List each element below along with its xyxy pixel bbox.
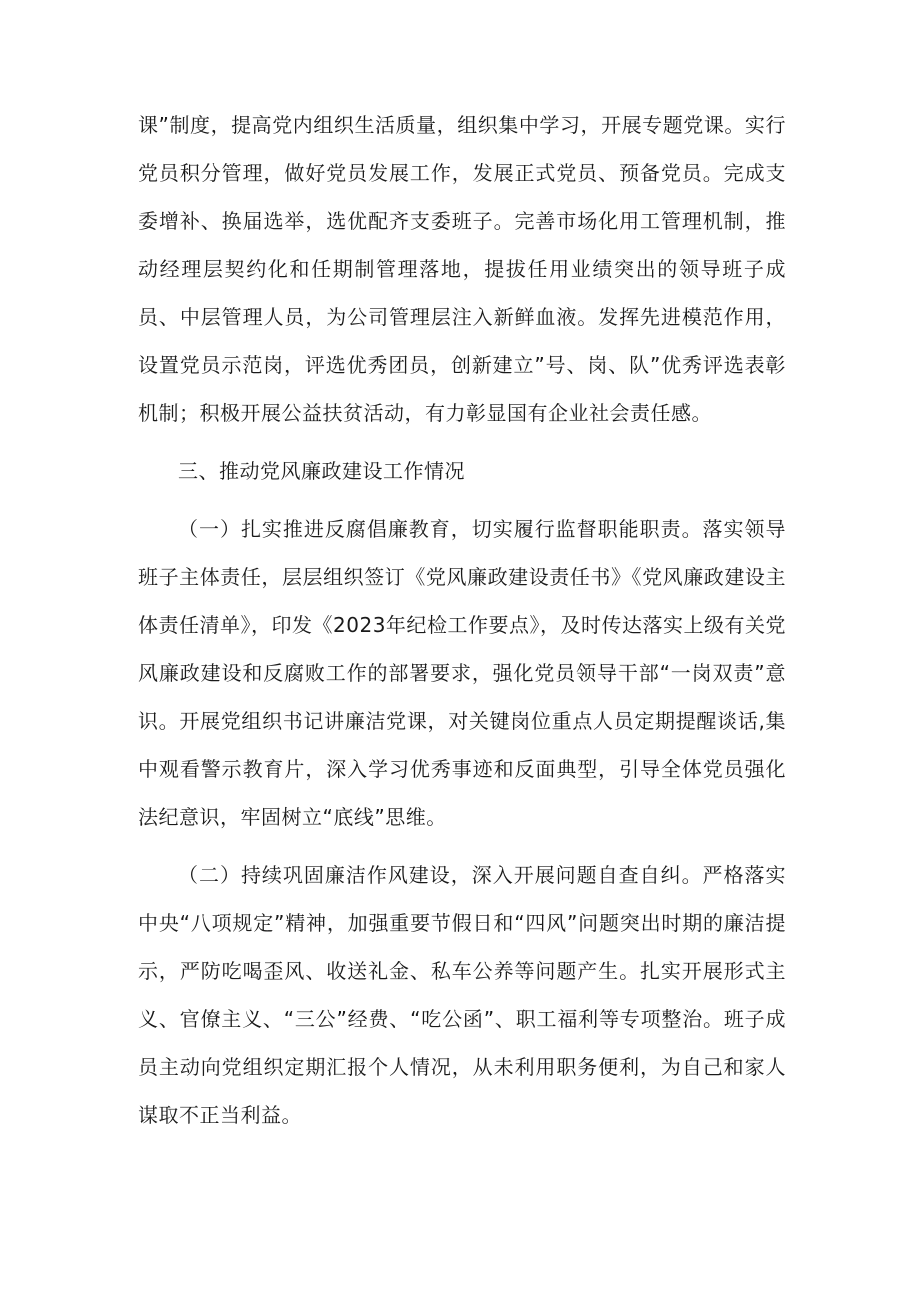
document-body bbox=[138, 101, 786, 1139]
paragraph-continuation: 课”制度，提高党内组织生活质量，组织集中学习，开展专题党课。实行党员积分管理，做好党员发展工作，发展正式党员、预备党员。完成支委增补、换届选举，选优配齐支委班子。完善市场化用工管理机制，推动经理层契约化和任期制管理落地，提拔任用业绩突出的领导班子成员、中层管理人员，为公司管理层注入新鲜血液。发挥先进模范作用，设置党员示范岗，评选优秀团员，创新建立”号、岗、队”优秀评选表彰机制；积极开展公益扶贫活动，有力彰显国有企业社会责任感。 bbox=[138, 113, 786, 425]
section-heading: 三、推动党风廉政建设工作情况 bbox=[178, 459, 465, 483]
paragraph-subsection-1: （一）扎实推进反腐倡廉教育，切实履行监督职能职责。落实领导班子主体责任，层层组织签订《党风廉政建设责任书》《党风廉政建设主体责任清单》，印发《2023年纪检工作要点》，及时传达落实上级有关党风廉政建设和反腐败工作的部署要求，强化党员领导干部“一岗双责”意识。开展党组织书记讲廉洁党课，对关键岗位重点人员定期提醒谈话,集中观看警示教育片，深入学习优秀事迹和反面典型，引导全体党员强化法纪意识，牢固树立“底线”思维。 bbox=[138, 517, 786, 829]
paragraph-subsection-2: （二）持续巩固廉洁作风建设，深入开展问题自查自纠。严格落实中央“八项规定”精神，加强重要节假日和“四风”问题突出时期的廉洁提示，严防吃喝歪风、收送礼金、私车公养等问题产生。扎实开展形式主义、官僚主义、“三公”经费、“吃公函”、职工福利等专项整治。班子成员主动向党组织定期汇报个人情况，从未利用职务便利，为自己和家人谋取不正当利益。 bbox=[138, 863, 786, 1127]
